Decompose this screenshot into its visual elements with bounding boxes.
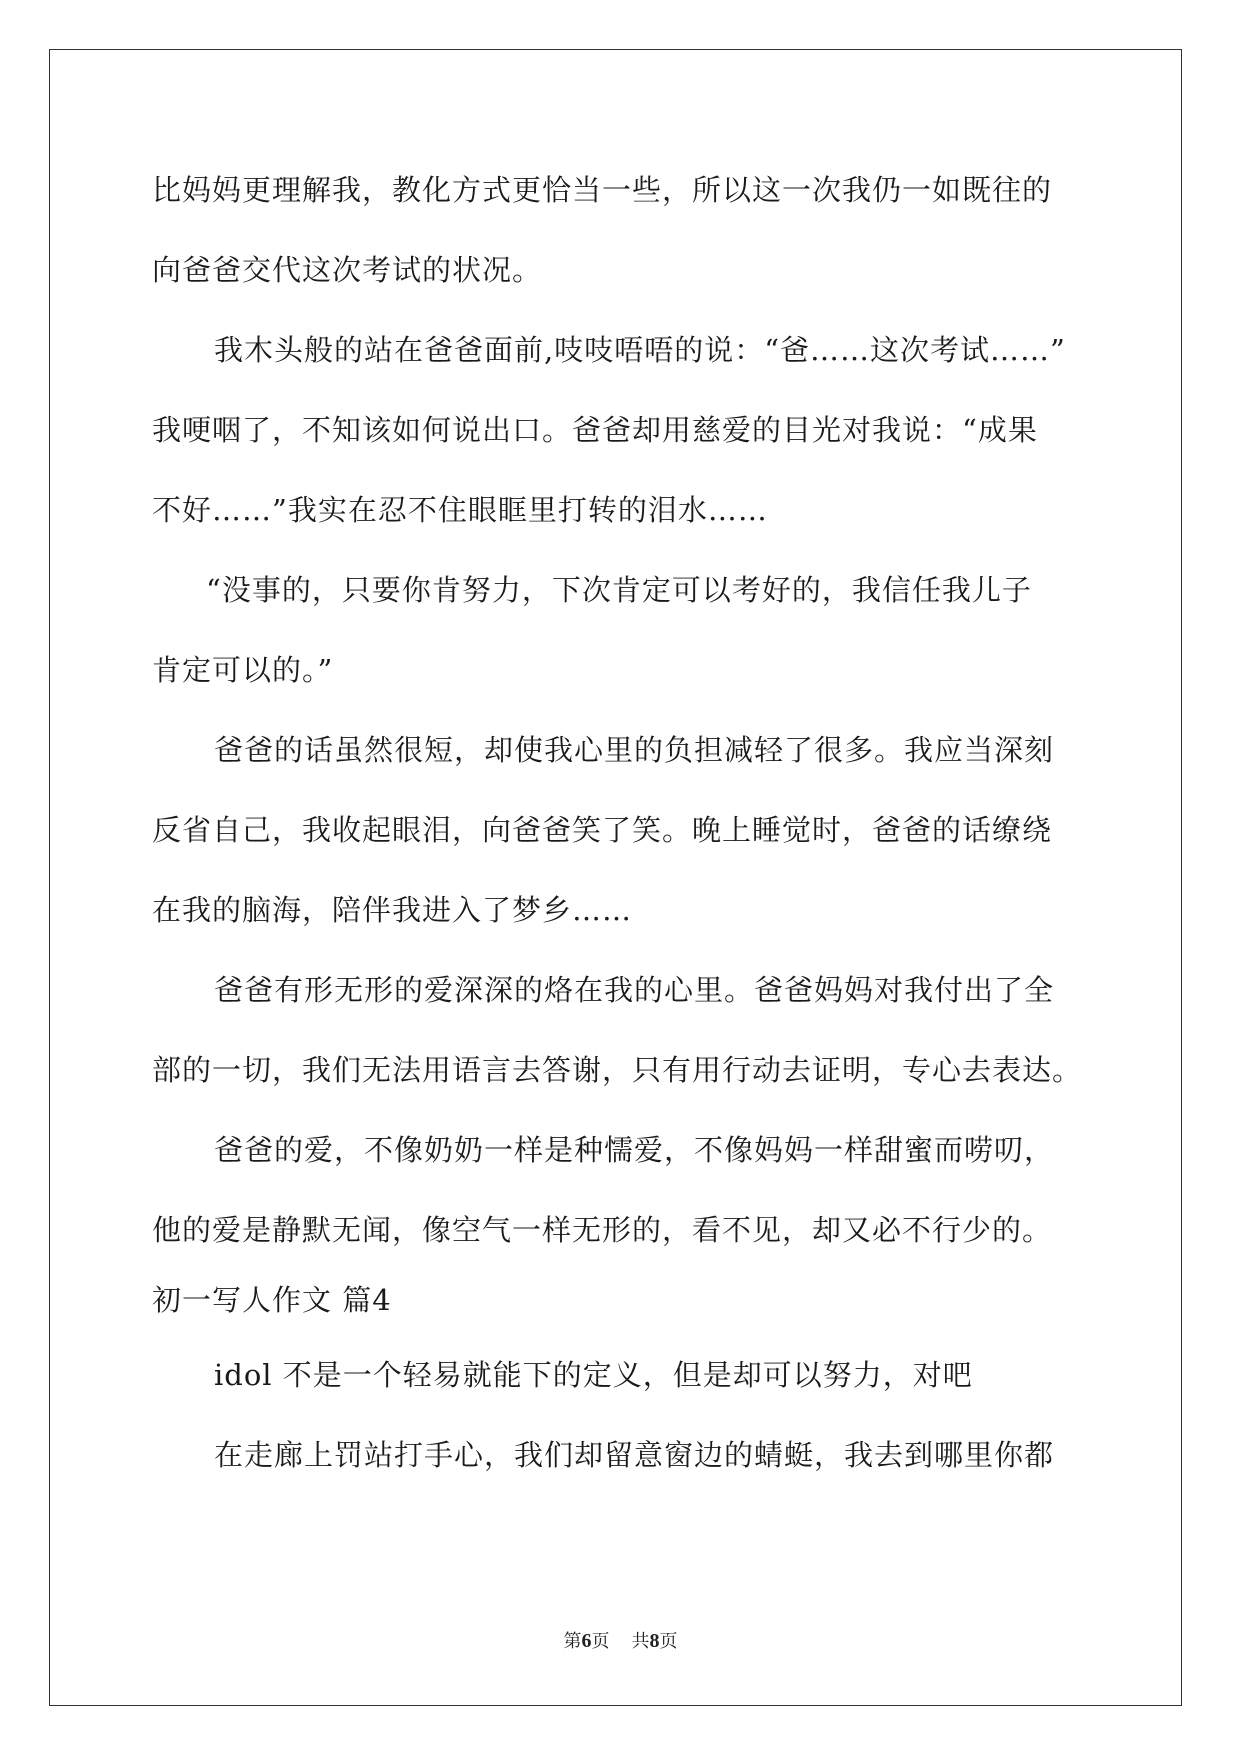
text-line: 我哽咽了，不知该如何说出口。爸爸却用慈爱的目光对我说：“成果 xyxy=(152,413,1038,447)
text-line: 在走廊上罚站打手心，我们却留意窗边的蜻蜓，我去到哪里你都 xyxy=(214,1438,1055,1472)
footer-total-prefix: 共 xyxy=(631,1631,650,1652)
footer-page-current: 6 xyxy=(581,1630,592,1652)
text-line: 他的爱是静默无闻，像空气一样无形的，看不见，却又必不行少的。 xyxy=(152,1213,1053,1247)
text-line: 反省自己，我收起眼泪，向爸爸笑了笑。晚上睡觉时，爸爸的话缭绕 xyxy=(152,813,1053,847)
text-line: 肯定可以的。” xyxy=(152,653,334,687)
page-footer xyxy=(0,1627,1241,1653)
text-line: idol 不是一个轻易就能下的定义，但是却可以努力，对吧 xyxy=(214,1358,973,1392)
footer-page-prefix: 第 xyxy=(563,1631,582,1652)
text-line: 向爸爸交代这次考试的状况。 xyxy=(152,253,543,287)
text-line: 不好……”我实在忍不住眼眶里打转的泪水…… xyxy=(152,493,768,527)
footer-total-suffix: 页 xyxy=(659,1631,678,1652)
text-line: “没事的，只要你肯努力，下次肯定可以考好的，我信任我儿子 xyxy=(206,573,1032,607)
text-line: 爸爸的话虽然很短，却使我心里的负担减轻了很多。我应当深刻 xyxy=(214,733,1055,767)
text-line: 爸爸的爱，不像奶奶一样是种懦爱，不像妈妈一样甜蜜而唠叨， xyxy=(214,1133,1055,1167)
text-line: 我木头般的站在爸爸面前,吱吱唔唔的说：“爸……这次考试……” xyxy=(214,333,1066,367)
text-line: 部的一切，我们无法用语言去答谢，只有用行动去证明，专心去表达。 xyxy=(152,1053,1083,1087)
text-line: 比妈妈更理解我，教化方式更恰当一些，所以这一次我仍一如既往的 xyxy=(152,173,1053,207)
text-line: 爸爸有形无形的爱深深的烙在我的心里。爸爸妈妈对我付出了全 xyxy=(214,973,1055,1007)
footer-page-total: 8 xyxy=(649,1630,660,1652)
footer-page-mid: 页 xyxy=(591,1631,610,1652)
text-line: 在我的脑海，陪伴我进入了梦乡…… xyxy=(152,893,633,927)
section-heading: 初一写人作文 篇4 xyxy=(152,1283,392,1317)
